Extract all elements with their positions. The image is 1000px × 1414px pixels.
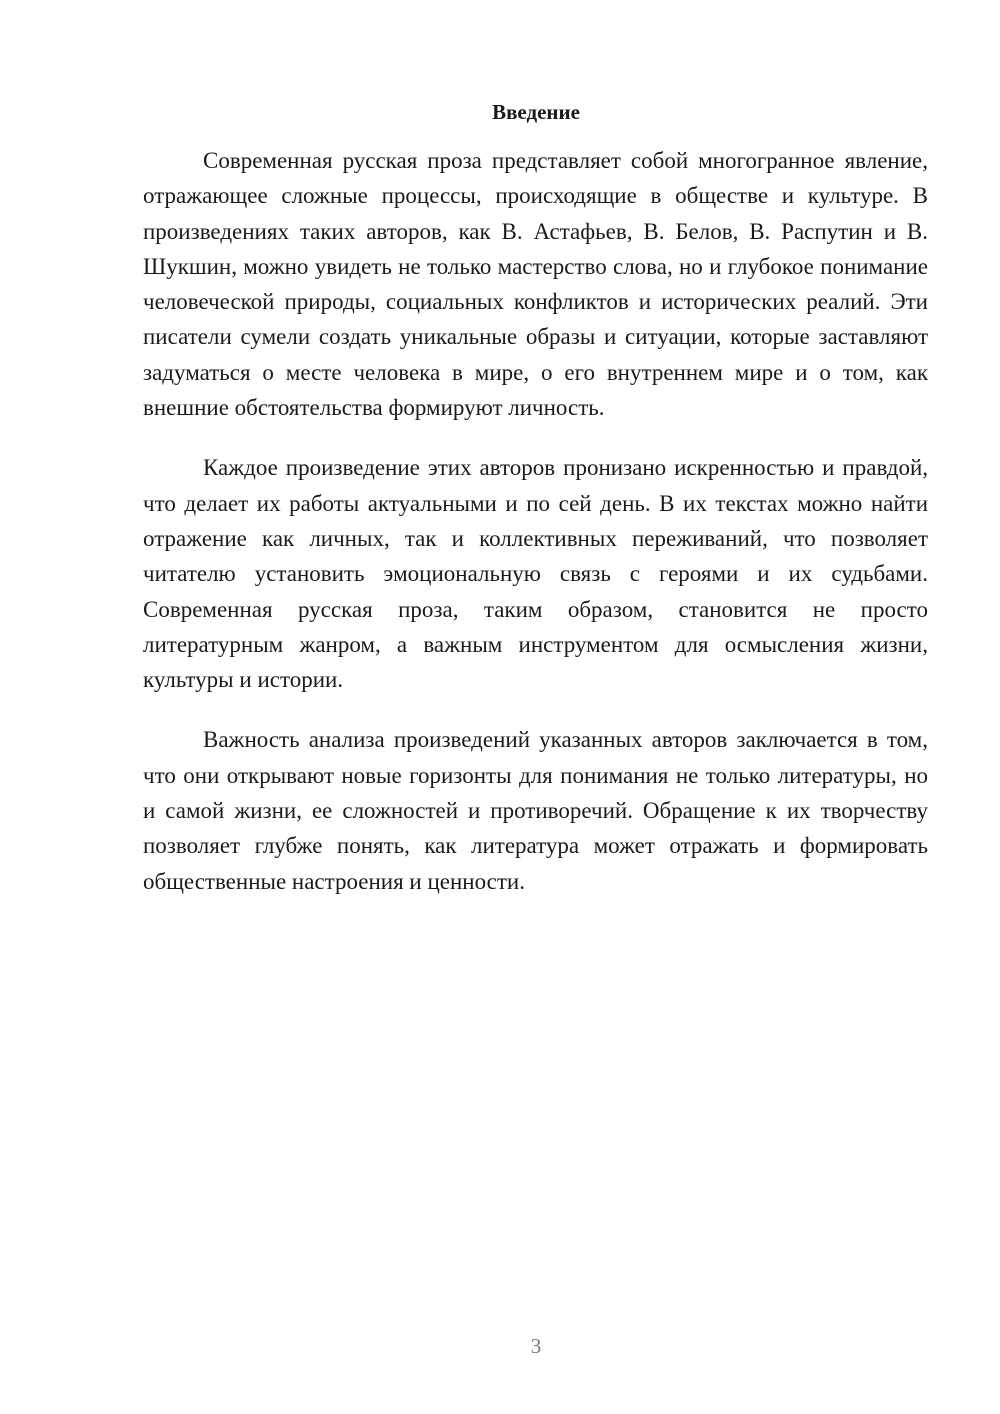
section-title: Введение [492, 100, 580, 124]
paragraph-2: Каждое произведение этих авторов пронизано искренностью и правдой, что делает их работы актуальными и по сей день. В их текстах можно найти отражение как личных, так и коллективных переживаний, что позволяет читателю установить эмоциональную связь с героями и их судьбами. Современная русская проза, таким образом, становится не просто литературным жанром, а важным инструментом для осмысления жизни, культуры и истории. [143, 455, 928, 693]
paragraph-3: Важность анализа произведений указанных авторов заключается в том, что они открывают новые горизонты для понимания не только литературы, но и самой жизни, ее сложностей и противоречий. Обращение к их творчеству позволяет глубже понять, как литература может отражать и формировать общественные настроения и ценности. [143, 727, 928, 894]
page-number: 3 [530, 1334, 542, 1358]
paragraph-1: Современная русская проза представляет собой многогранное явление, отражающее сложные процессы, происходящие в обществе и культуре. В произведениях таких авторов, как В. Астафьев, В. Белов, В. Распутин и В. Шукшин, можно увидеть не только мастерство слова, но и глубокое понимание человеческой природы, социальных конфликтов и исторических реалий. Эти писатели сумели создать уникальные образы и ситуации, которые заставляют задуматься о месте человека в мире, о его внутреннем мире и о том, как внешние обстоятельства формируют личность. [143, 148, 928, 421]
body-text [143, 143, 928, 924]
